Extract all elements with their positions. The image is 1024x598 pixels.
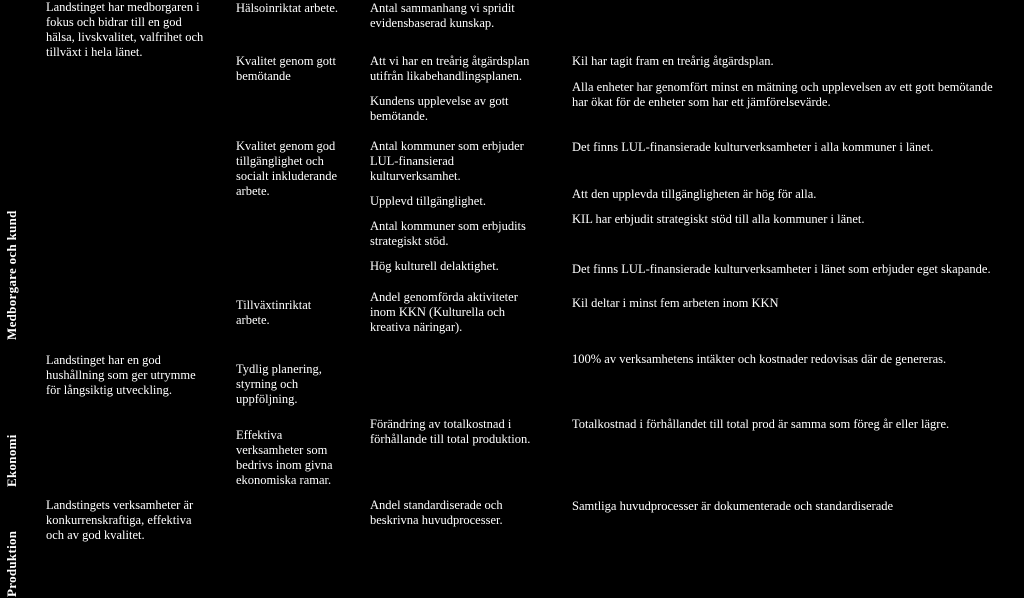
target-lul-alla: Det finns LUL-finansierade kulturverksamheter i alla kommuner i länet. (572, 140, 934, 154)
indicator-delaktighet: Hög kulturell delaktighet. (370, 259, 499, 273)
goal-ekonomi: Landstinget har en god hushållning som ger utrymme för långsiktig utveckling. (46, 353, 196, 397)
indicator-kkn: Andel genomförda aktiviteter inom KKN (Kulturella och kreativa näringar). (370, 290, 518, 334)
indicator-tillganglighet: Upplevd tillgänglighet. (370, 194, 486, 208)
indicator-upplevelse: Kundens upplevelse av gott bemötande. (370, 94, 509, 123)
goal-medborgare: Landstinget har medborgaren i fokus och bidrar till en god hälsa, livskvalitet, valfrihet och tillväxt i hela länet. (46, 0, 204, 59)
target-tillganglighet: Att den upplevda tillgängligheten är hög för alla. (572, 187, 817, 201)
area-bemotande: Kvalitet genom gott bemötande (236, 54, 336, 83)
target-totalkostnad: Totalkostnad i förhållandet till total prod är samma som föreg år eller lägre. (572, 417, 950, 431)
indicator-samband: Antal sammanhang vi spridit evidensbaserad kunskap. (370, 1, 515, 30)
target-atgardsplan: Kil har tagit fram en treårig åtgärdsplan. (572, 54, 774, 68)
area-effektiva: Effektiva verksamheter som bedrivs inom givna ekonomiska ramar. (236, 428, 333, 487)
goal-produktion: Landstingets verksamheter är konkurrenskraftiga, effektiva och av god kvalitet. (46, 498, 194, 542)
target-huvudprocesser: Samtliga huvudprocesser är dokumenterade och standardiserade (572, 499, 894, 513)
indicator-kommuner-lul: Antal kommuner som erbjuder LUL-finansierad kulturverksamhet. (370, 139, 524, 183)
target-strategiskt: KIL har erbjudit strategiskt stöd till alla kommuner i länet. (572, 212, 865, 226)
target-matning: Alla enheter har genomfört minst en mätning och upplevelsen av ett gott bemötande har ökat för de enheter som har ett jämförelsevärde. (572, 80, 993, 109)
target-intakter: 100% av verksamhetens intäkter och kostnader redovisas där de genereras. (572, 352, 947, 366)
area-tillganglighet: Kvalitet genom god tillgänglighet och socialt inkluderande arbete. (236, 139, 338, 198)
indicator-strategiskt: Antal kommuner som erbjudits strategiskt stöd. (370, 219, 526, 248)
indicator-standardiserade: Andel standardiserade och beskrivna huvudprocesser. (370, 498, 503, 527)
area-planering: Tydlig planering, styrning och uppföljning. (236, 362, 322, 406)
area-tillvaxt: Tillväxtinriktat arbete. (236, 298, 312, 327)
target-skapande: Det finns LUL-finansierade kulturverksamheter i länet som erbjuder eget skapande. (572, 262, 991, 276)
section-label-produktion: Produktion (4, 530, 19, 597)
area-halsoinriktat: Hälsoinriktat arbete. (236, 1, 339, 15)
indicator-atgardsplan: Att vi har en treårig åtgärdsplan utifrån likabehandlingsplanen. (370, 54, 530, 83)
indicator-totalkostnad: Förändring av totalkostnad i förhållande till total produktion. (370, 417, 531, 446)
section-label-medborgare: Medborgare och kund (4, 210, 19, 340)
target-kkn: Kil deltar i minst fem arbeten inom KKN (572, 296, 779, 310)
section-label-ekonomi: Ekonomi (4, 434, 19, 487)
